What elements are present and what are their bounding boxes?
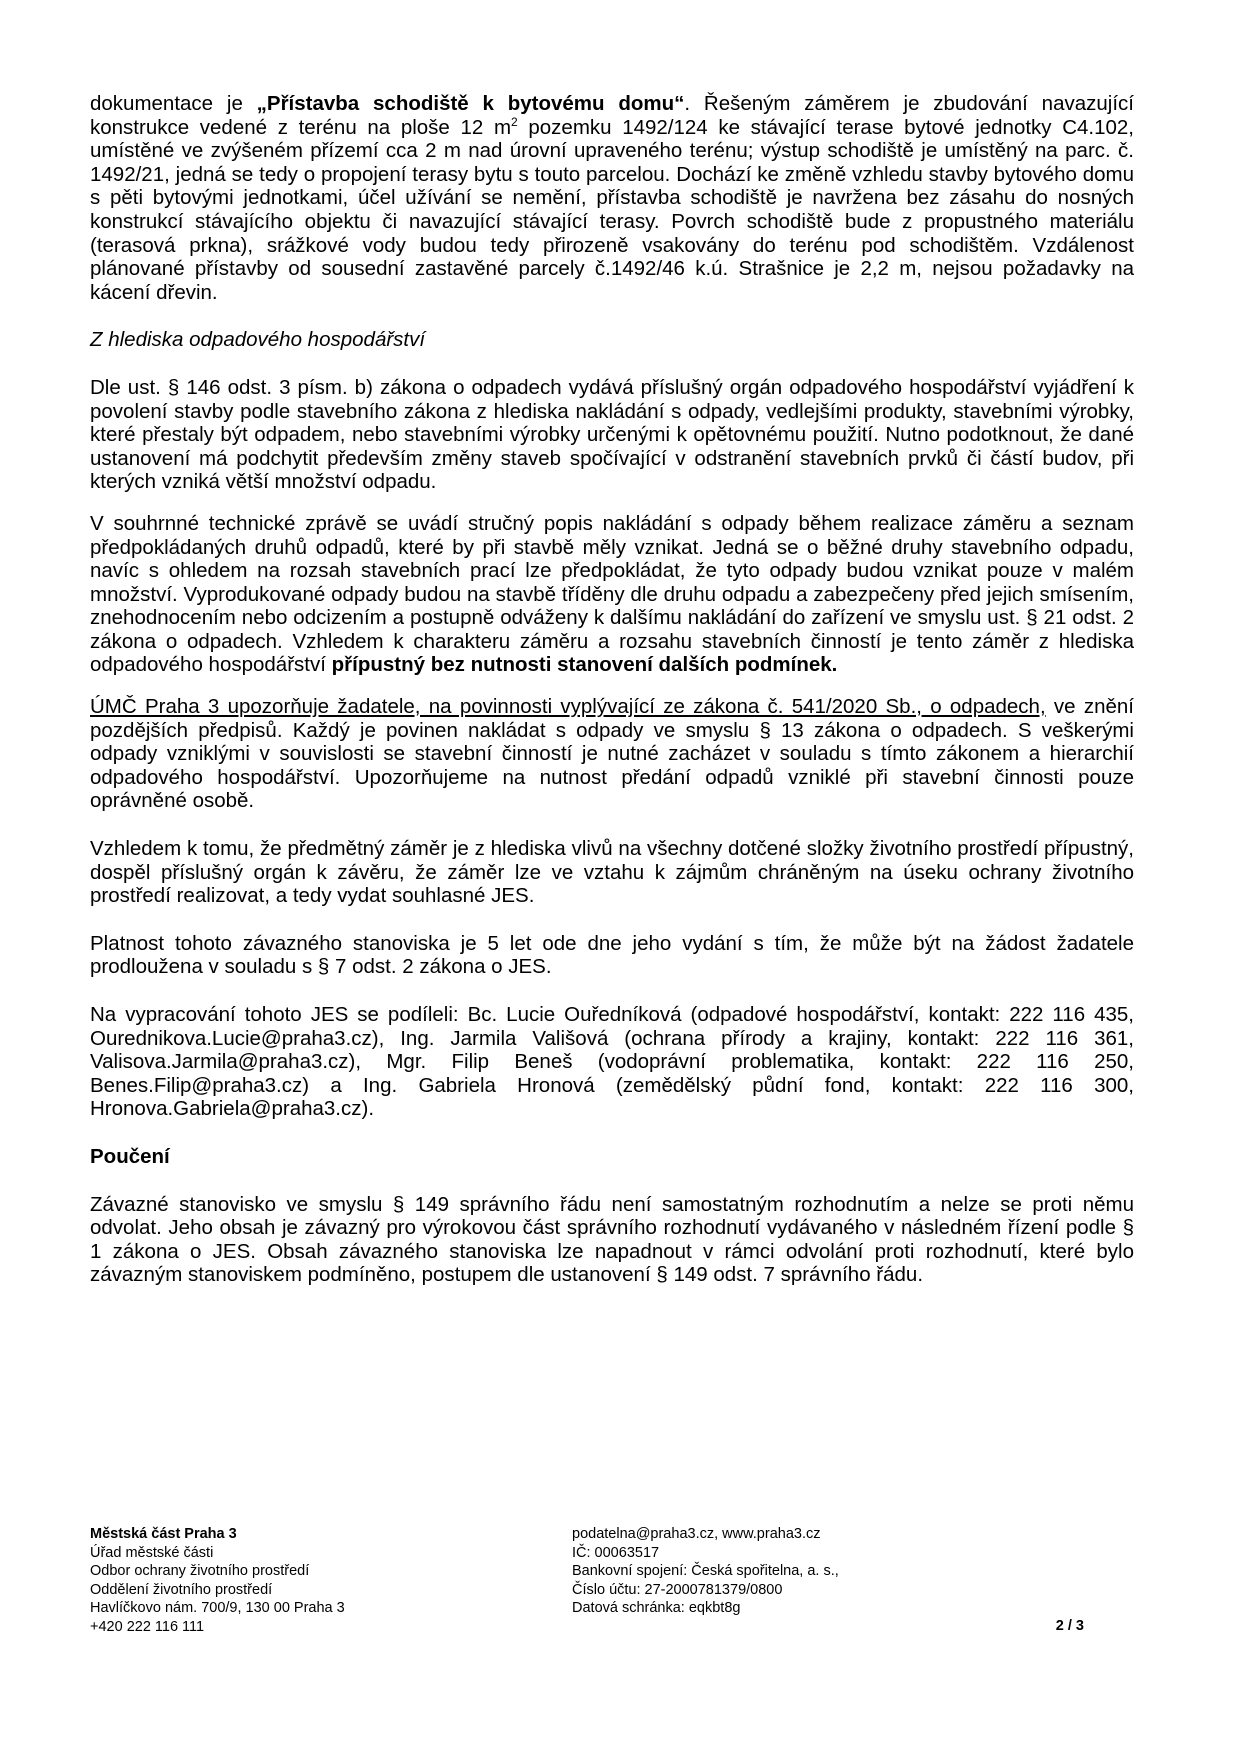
footer-line: Odbor ochrany životního prostředí	[90, 1563, 310, 1579]
footer-address	[90, 1525, 345, 1636]
paragraph-waste-notice: ÚMČ Praha 3 upozorňuje žadatele, na povinnosti vyplývající ze zákona č. 541/2020 Sb., o odpadech, ve znění pozdějších předpisů. Každý je povinen nakládat s odpady ve smyslu § 13 zákona o odpadech. S veškerými odpady vzniklými v souvislosti se stavební činností je nutné zacházet v souladu s tímto zákonem a hierarchií odpadového hospodářství. Upozorňujeme na nutnost předání odpadů vzniklé při stavební činnosti pouze oprávněné osobě.	[90, 695, 1134, 813]
section-heading-waste: Z hlediska odpadového hospodářství	[90, 328, 426, 352]
paragraph-conclusion: Vzhledem k tomu, že předmětný záměr je z hlediska vlivů na všechny dotčené složky životního prostředí přípustný, dospěl příslušný orgán k závěru, že záměr lze ve vztahu k zájmům chráněným na úseku ochrany životního prostředí realizovat, a tedy vydat souhlasné JES.	[90, 837, 1134, 908]
footer-contacts	[572, 1525, 839, 1618]
footer-email-web: podatelna@praha3.cz, www.praha3.cz	[572, 1526, 821, 1542]
paragraph-contributors: Na vypracování tohoto JES se podíleli: Bc. Lucie Ouředníková (odpadové hospodářství, kontakt: 222 116 435, Ourednikova.Lucie@praha3.cz), Ing. Jarmila Vališová (ochrana přírody a krajiny, kontakt: 222 116 361, Valisova.Jarmila@praha3.cz), Mgr. Filip Beneš (vodoprávní problematika, kontakt: 222 116 250, Benes.Filip@praha3.cz) a Ing. Gabriela Hronová (zemědělský půdní fond, kontakt: 222 116 300, Hronova.Gabriela@praha3.cz).	[90, 1003, 1134, 1121]
footer-phone: +420 222 116 111	[90, 1618, 205, 1635]
waste-conclusion: přípustný bez nutnosti stanovení dalších podmínek.	[331, 653, 838, 677]
footer-account: Číslo účtu: 27-2000781379/0800	[572, 1581, 783, 1598]
paragraph-waste-law: Dle ust. § 146 odst. 3 písm. b) zákona o odpadech vydává příslušný orgán odpadového hospodářství vyjádření k povolení stavby podle stavebního zákona z hlediska nakládání s odpady, vedlejšími produkty, stavebními výrobky, které přestaly být odpadem, nebo stavebními výrobky určenými k opětovnému použití. Nutno podotknout, že dané ustanovení má podchytit především změny staveb spočívající v odstranění stavebních prvků či částí budov, při kterých vzniká větší množství odpadu.	[90, 375, 1134, 494]
footer-line: Havlíčkovo nám. 700/9, 130 00 Praha 3	[90, 1600, 345, 1616]
paragraph-project-description: dokumentace je „Přístavba schodiště k bytovému domu“. Řešeným záměrem je zbudování navazující konstrukce vedené z terénu na ploše 12 $m^2$ pozemku 1492/124 ke stávající terase bytové jednotky C4.102, umístěné ve zvýšeném přízemí cca 2 m nad úrovní upraveného terénu; výstup schodiště je umístěný na parc. č. 1492/21, jedná se tedy o propojení terasy bytu s touto parcelou. Dochází ke změně vzhledu stavby bytového domu s pěti bytovými jednotkami, účel užívání se nemění, přístavba schodiště je navržena bez zásahu do nosných konstrukcí stávajícího objektu či navazující stávající terasy. Povrch schodiště bude z propustného materiálu (terasová prkna), srážkové vody budou tedy přirozeně vsakovány do terénu pod schodištěm. Vzdálenost plánované přístavby od sousední zastavěné parcely č.1492/46 k.ú. Strašnice je 2,2 m, nejsou požadavky na kácení dřevin.	[90, 92, 1134, 304]
paragraph-pouceni: Závazné stanovisko ve smyslu § 149 správního řádu není samostatným rozhodnutím a nelze se proti němu odvolat. Jeho obsah je závazný pro výrokovou část správního rozhodnutí vydávaného v následném řízení podle § 1 zákona o JES. Obsah závazného stanoviska lze napadnout v rámci odvolání proti rozhodnutí, které bylo závazným stanoviskem podmíněno, postupem dle ustanovení § 149 odst. 7 správního řádu.	[90, 1192, 1134, 1287]
waste-notice-underlined: ÚMČ Praha 3 upozorňuje žadatele, na povinnosti vyplývající ze zákona č. 541/2020 Sb., o odpadech,	[90, 695, 1046, 719]
section-heading-pouceni: Poučení	[90, 1144, 170, 1168]
footer-line: Oddělení životního prostředí	[90, 1581, 273, 1598]
project-title: „Přístavba schodiště k bytovému domu“	[256, 92, 685, 115]
footer-databox: Datová schránka: eqkbt8g	[572, 1600, 741, 1616]
paragraph-validity: Platnost tohoto závazného stanoviska je 5 let ode dne jeho vydání s tím, že může být na žádost žadatele prodloužena v souladu s § 7 odst. 2 zákona o JES.	[90, 931, 1134, 979]
document-body	[90, 92, 1134, 1287]
page-number: 2 / 3	[1055, 1618, 1084, 1634]
footer-line: Úřad městské části	[90, 1544, 214, 1561]
footer-bank: Bankovní spojení: Česká spořitelna, a. s.,	[572, 1563, 839, 1579]
footer-org-name: Městská část Praha 3	[90, 1526, 237, 1542]
footer-ic: IČ: 00063517	[572, 1544, 660, 1561]
paragraph-waste-assessment: V souhrnné technické zprávě se uvádí stručný popis nakládání s odpady během realizace záměru a seznam předpokládaných druhů odpadů, které by při stavbě měly vznikat. Jedná se o běžné druhy stavebního odpadu, navíc s ohledem na rozsah stavebních prací lze předpokládat, že tyto odpady budou vznikat pouze v malém množství. Vyprodukované odpady budou na stavbě tříděny dle druhu odpadu a zabezpečeny před jejich smísením, znehodnocením nebo odcizením a postupně odváženy k dalšímu nakládání do zařízení ve smyslu ust. § 21 odst. 2 zákona o odpadech. Vzhledem k charakteru záměru a rozsahu stavebních činností je tento záměr z hlediska odpadového hospodářství přípustný bez nutnosti stanovení dalších podmínek.	[90, 511, 1134, 677]
